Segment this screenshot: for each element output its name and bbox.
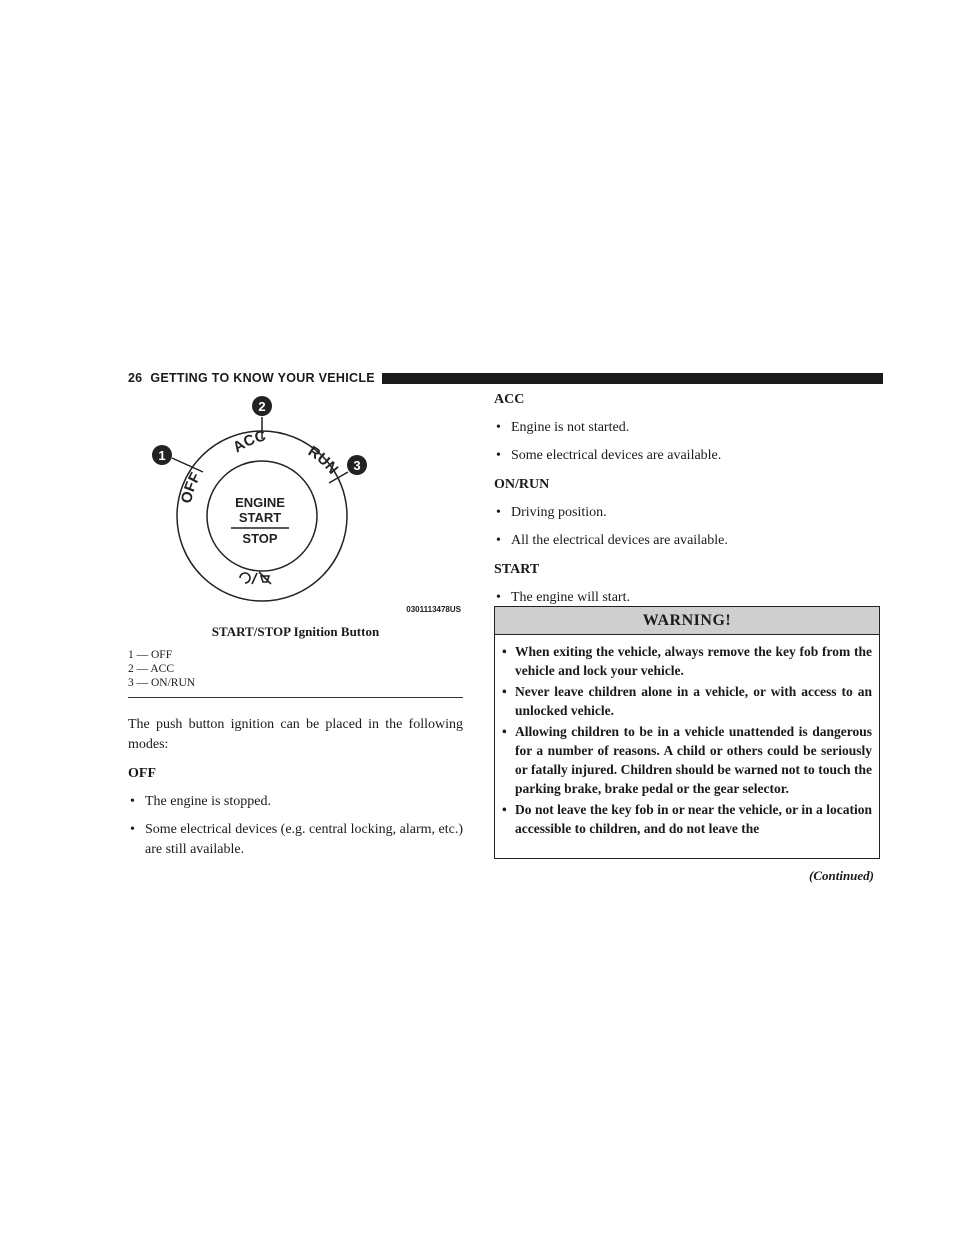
warning-item: • Do not leave the key fob in or near the vehicle, or in a location accessible to children, and do not leave the (502, 800, 872, 838)
warning-box (494, 606, 880, 859)
bullet-item: • Driving position. (494, 503, 880, 523)
bullet-item: • Engine is not started. (494, 418, 880, 438)
legend-item: 2 — ACC (128, 663, 175, 675)
bullet-item: • Some electrical devices are available. (494, 446, 880, 466)
heading-start: START (494, 562, 540, 577)
bullet-item: • Some electrical devices (e.g. central locking, alarm, etc.) are still available. (128, 820, 463, 860)
figure-legend (128, 648, 463, 690)
heading-acc: ACC (494, 392, 525, 407)
heading-off: OFF (128, 766, 156, 781)
figure-code: 0301113478US (406, 605, 461, 614)
ring-label-acc: ACC (229, 427, 268, 457)
section-title: GETTING TO KNOW YOUR VEHICLE (150, 371, 375, 385)
right-column (494, 390, 880, 608)
legend-item: 3 — ON/RUN (128, 677, 196, 689)
button-label-stop: STOP (242, 531, 278, 546)
button-label-engine: ENGINE (235, 495, 285, 510)
legend-item: 1 — OFF (128, 649, 173, 661)
warning-title: WARNING! (495, 607, 879, 635)
ring-label-run: RUN (304, 442, 342, 478)
callout-2-number: 2 (258, 399, 266, 414)
callout-1-number: 1 (158, 448, 166, 463)
intro-paragraph: The push button ignition can be placed in the following modes: (128, 717, 463, 752)
warning-item: • When exiting the vehicle, always remove the key fob from the vehicle and lock your vehicle. (502, 642, 872, 680)
bullet-item: • The engine is stopped. (128, 792, 463, 812)
callout-3-number: 3 (353, 458, 361, 473)
bullet-item: • The engine will start. (494, 588, 880, 608)
figure-caption: START/STOP Ignition Button (211, 624, 380, 639)
bullet-item: • All the electrical devices are available. (494, 531, 880, 551)
brake-foot-icon (240, 572, 271, 584)
page-header (128, 370, 883, 386)
ring-label-off: OFF (178, 469, 205, 505)
warning-item: • Allowing children to be in a vehicle unattended is dangerous for a number of reasons. A child or others could be seriously or fatally injured. Children should be warned not to touch the parking brake, brake pedal or the gear selector. (502, 722, 872, 798)
warning-item: • Never leave children alone in a vehicle, or with access to an unlocked vehicle. (502, 682, 872, 720)
header-rule (382, 373, 883, 384)
button-label-start: START (238, 510, 282, 525)
continued-note: (Continued) (808, 868, 874, 883)
page-number: 26 (128, 371, 143, 385)
left-column (128, 715, 463, 860)
ignition-button-figure (145, 392, 463, 617)
ignition-button-illustration (145, 392, 463, 617)
legend-divider (128, 697, 463, 698)
heading-on-run: ON/RUN (494, 477, 550, 492)
warning-body (495, 635, 879, 838)
